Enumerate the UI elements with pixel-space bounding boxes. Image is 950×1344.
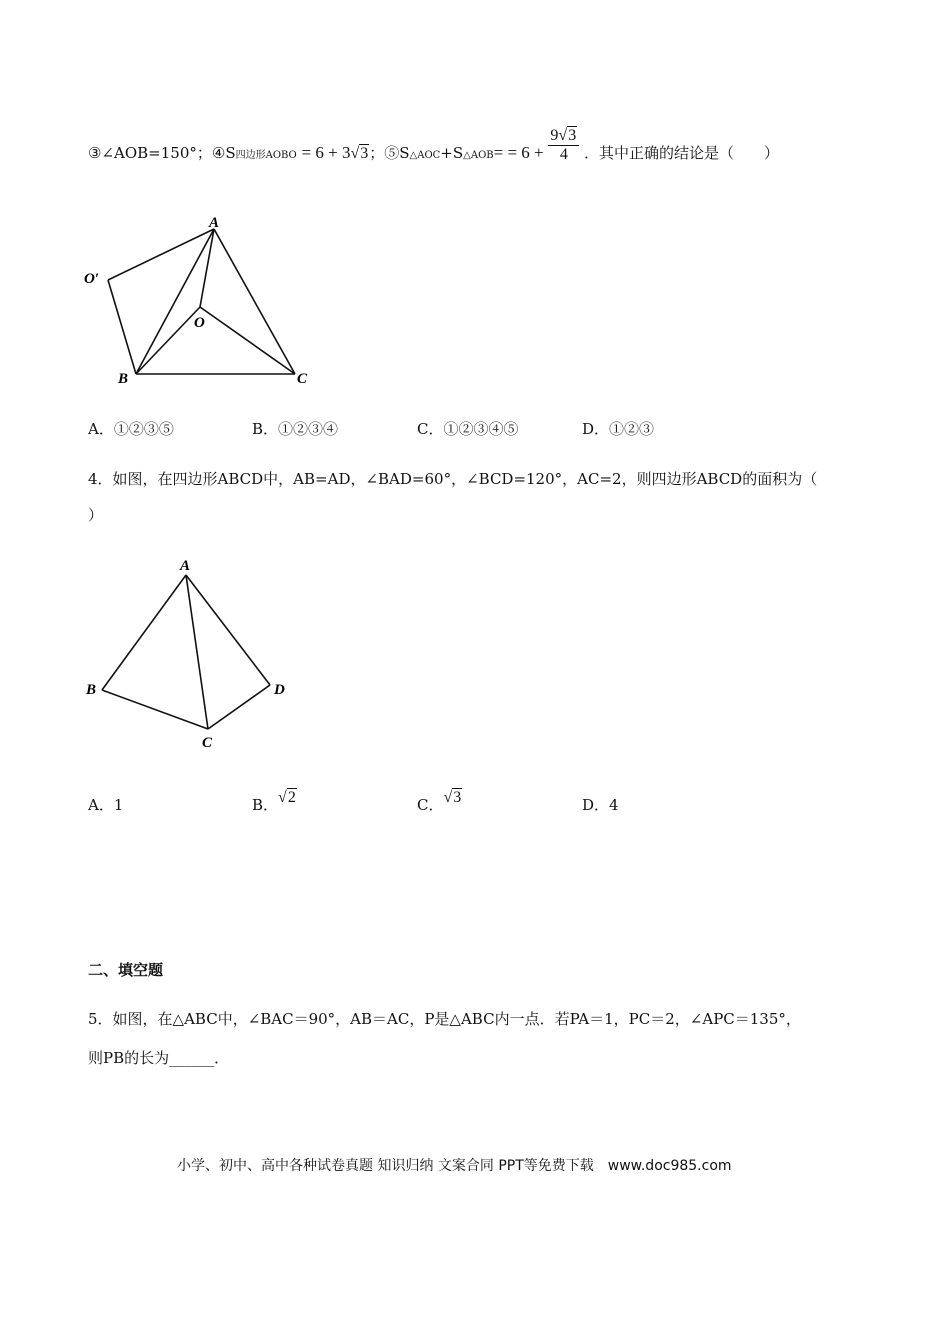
q4-option-c-sqrt: √3 xyxy=(443,789,462,806)
q3-sep: ；⑤S xyxy=(369,144,410,162)
q3-label-o: O xyxy=(194,315,205,331)
q4-option-b-sqrt: √2 xyxy=(278,789,296,806)
q3-sub-aob: △AOB xyxy=(463,150,494,161)
q4-option-a[interactable]: A．1 xyxy=(88,796,124,814)
q3-sub-aoc: △AOC xyxy=(409,150,441,161)
q3-option-a[interactable]: A．①②③⑤ xyxy=(88,420,174,438)
q3-eq4-text: = 6 + 3 xyxy=(301,143,351,162)
q4-label-d: D xyxy=(274,682,285,698)
q4-label-a: A xyxy=(180,558,191,574)
q3-statement xyxy=(88,126,779,166)
q3-option-d[interactable]: D．①②③ xyxy=(582,420,655,438)
q4-label-b: B xyxy=(86,682,97,698)
q3-option-b[interactable]: B．①②③④ xyxy=(252,420,339,438)
q4-option-d[interactable]: D．4 xyxy=(582,796,619,814)
q3-sqrt3: √3 xyxy=(350,145,369,162)
q3-option-c[interactable]: C．①②③④⑤ xyxy=(417,420,519,438)
q4-option-b-rad: 2 xyxy=(287,789,296,806)
q3-part-a: ③∠AOB=150°；④S xyxy=(88,144,236,162)
q4-statement-line2: ） xyxy=(88,506,104,524)
q3-frac-den: 4 xyxy=(559,145,568,163)
q3-figure xyxy=(80,215,340,395)
q4-option-c[interactable] xyxy=(417,789,462,815)
q3-frac-num-rad: 3 xyxy=(568,126,577,144)
q4-option-c-prefix: C． xyxy=(417,796,444,814)
q4-option-b-prefix: B． xyxy=(252,796,279,814)
q4-figure xyxy=(80,555,310,755)
q3-tail: ．其中正确的结论是（ ） xyxy=(583,144,779,162)
q4-statement-line1: 4．如图，在四边形ABCD中，AB=AD，∠BAD=60°，∠BCD=120°，AC=2，则四边形ABCD的面积为（ xyxy=(88,470,818,488)
q5-statement-line2: 则PB的长为______． xyxy=(88,1049,230,1067)
q4-option-c-rad: 3 xyxy=(453,789,462,806)
q5-statement-line1: 5．如图，在△ABC中，∠BAC＝90°，AB＝AC，P是△ABC内一点．若PA＝1，PC＝2，∠APC＝135°， xyxy=(88,1010,801,1028)
q3-fraction xyxy=(548,127,579,164)
section-title: 二、填空题 xyxy=(88,961,164,979)
q3-plus-s: +S xyxy=(440,144,464,162)
q3-sub-quad: 四边形AOBO xyxy=(235,150,297,161)
q3-label-a: A xyxy=(209,215,220,231)
q3-label-o-prime: O′ xyxy=(84,271,100,287)
q3-label-b: B xyxy=(118,371,129,387)
q3-frac-num: 9√3 xyxy=(548,127,579,146)
q3-eq4 xyxy=(302,143,370,162)
q3-label-c: C xyxy=(297,371,308,387)
q3-frac-num-coef: 9 xyxy=(550,126,559,144)
q4-option-b[interactable] xyxy=(252,789,297,815)
q3-sqrt3-rad: 3 xyxy=(360,145,369,162)
q4-label-c: C xyxy=(202,735,213,751)
footer-text: 小学、初中、高中各种试卷真题 知识归纳 文案合同 PPT等免费下载 www.doc985.com xyxy=(177,1158,732,1174)
q3-eq5: = = 6 + xyxy=(493,143,544,162)
